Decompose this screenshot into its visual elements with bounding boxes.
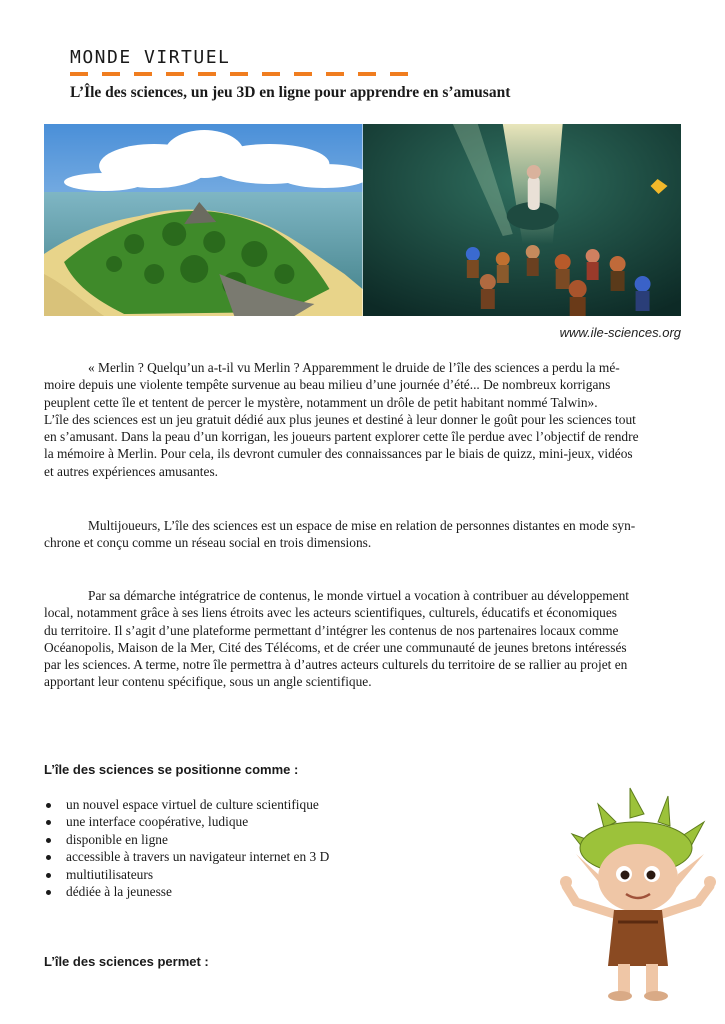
text-line: L’île des sciences est un jeu gratuit dédié aux plus jeunes et destiné à leur donner le goût pour les sciences tout (44, 411, 636, 427)
text-line: en s’amusant. Dans la peau d’un korrigan, les joueurs partent explorer cette île perdue avec l’objectif de rendre (44, 429, 639, 445)
text-line: Par sa démarche intégratrice de contenus, le monde virtuel a vocation à contribuer au développement (88, 588, 629, 603)
text-line: chrone et conçu comme un réseau social en trois dimensions. (44, 535, 372, 551)
list-item: disponible en ligne (44, 831, 329, 848)
korrigan-mascot-illustration (558, 782, 720, 1004)
text-line: et autres expériences amusantes. (44, 463, 218, 479)
section-heading-positioning: L’île des sciences se positionne comme : (44, 762, 299, 777)
list-item: accessible à travers un navigateur internet en 3 D (44, 848, 329, 865)
text-line: du territoire. Il s’agit d’une plateforme permettant d’intégrer les contenus de nos partenaires locaux comme (44, 622, 619, 638)
screenshot-pair (44, 124, 681, 316)
section-kicker: MONDE VIRTUEL (70, 47, 231, 68)
list-item: multiutilisateurs (44, 866, 329, 883)
paragraph-multiplayer (44, 517, 681, 552)
druid-cave-image (363, 124, 682, 316)
paragraph-territory (44, 587, 681, 691)
article-headline: L’Île des sciences, un jeu 3D en ligne pour apprendre en s’amusant (70, 84, 511, 101)
island-aerial-image (44, 124, 363, 316)
list-item: dédiée à la jeunesse (44, 883, 329, 900)
positioning-list (44, 796, 329, 900)
list-item: une interface coopérative, ludique (44, 813, 329, 830)
text-line: local, notamment grâce à ses liens étroits avec les acteurs scientifiques, culturels, éducatifs et économiques (44, 605, 617, 621)
text-line: Multijoueurs, L’île des sciences est un espace de mise en relation de personnes distantes en mode syn- (88, 518, 636, 533)
text-line: Océanopolis, Maison de la Mer, Cité des Télécoms, et de créer une communauté de jeunes bretons intéressés (44, 639, 627, 655)
source-url: www.ile-sciences.org (559, 325, 681, 340)
text-line: « Merlin ? Quelqu’un a-t-il vu Merlin ? Apparemment le druide de l’île des sciences a perdu la mé- (88, 360, 620, 375)
text-line: apportant leur contenu spécifique, sous un angle scientifique. (44, 674, 372, 690)
list-item: un nouvel espace virtuel de culture scientifique (44, 796, 329, 813)
text-line: peuplent cette île et tentent de percer le mystère, notamment un drôle de petit habitant nommé Talwin». (44, 394, 598, 410)
section-heading-enables: L’île des sciences permet : (44, 954, 209, 969)
paragraph-intro (44, 359, 681, 480)
text-line: par les sciences. A terme, notre île permettra à d’autres acteurs culturels du territoire de se rallier au projet en (44, 657, 628, 673)
text-line: moire depuis une violente tempête survenue au beau milieu d’une journée d’été... De nombreux korrigans (44, 377, 611, 393)
text-line: la mémoire à Merlin. Pour cela, ils devront cumuler des connaissances par le biais de quizz, mini-jeux, vidéos (44, 446, 633, 462)
dashed-rule (70, 72, 408, 76)
